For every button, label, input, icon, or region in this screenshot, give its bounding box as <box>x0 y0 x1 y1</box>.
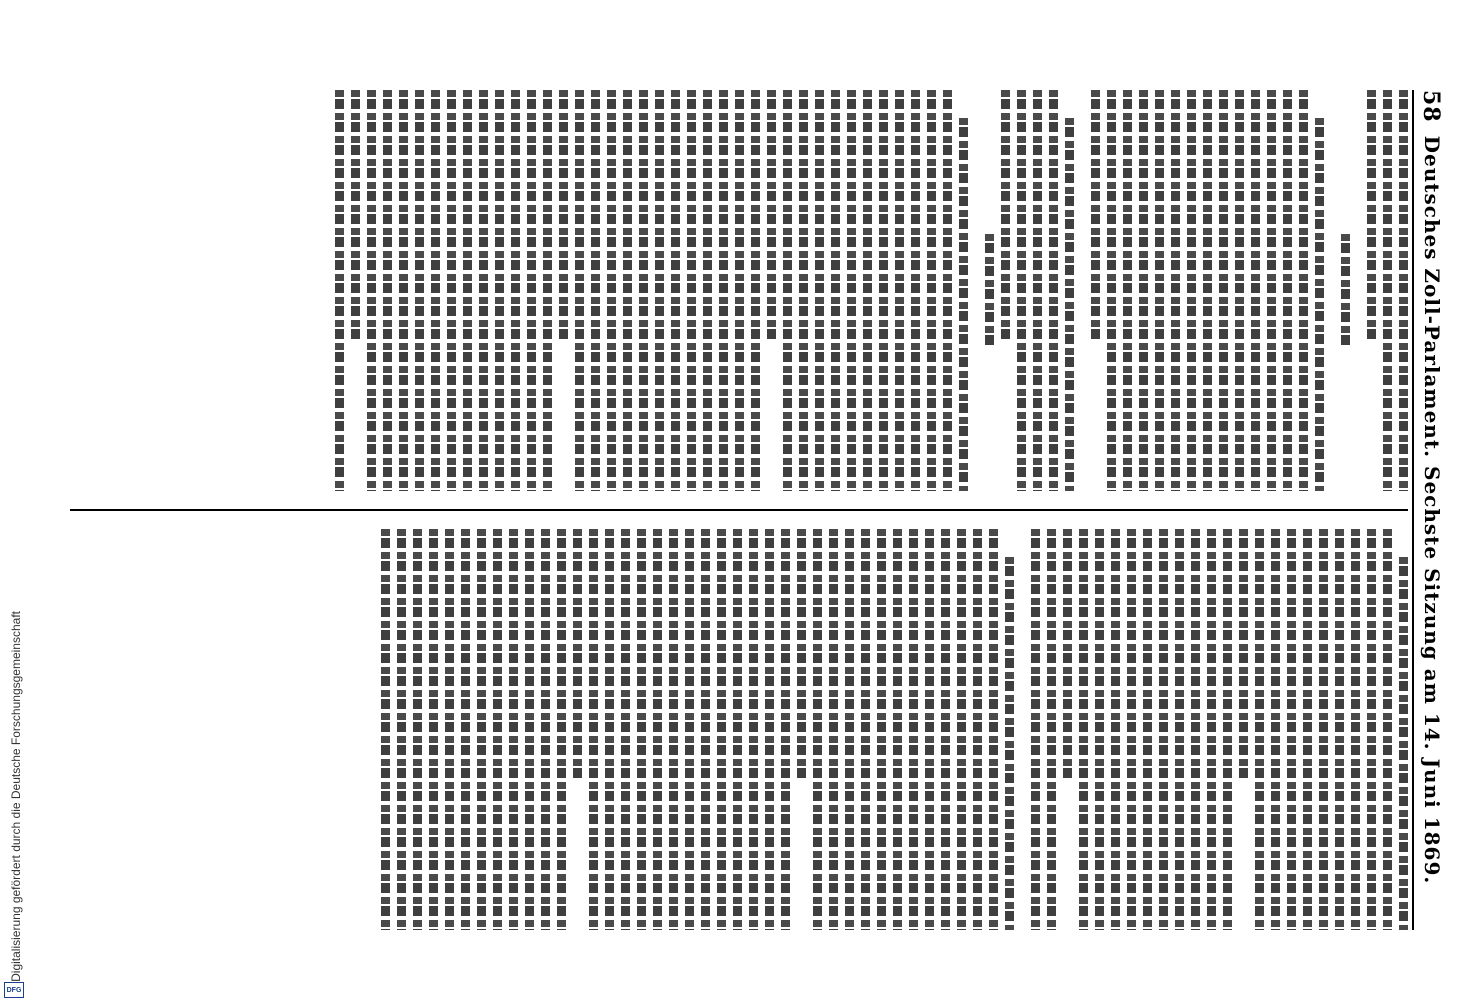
running-title: Deutsches Zoll-Parlament. Sechste Sitzung am 14. Juni 1869. <box>1420 135 1444 885</box>
text-line <box>381 529 390 930</box>
text-line <box>943 90 952 491</box>
text-line <box>623 90 632 491</box>
text-line <box>1303 529 1312 930</box>
text-line <box>367 90 376 491</box>
text-line <box>1017 90 1026 491</box>
text-line <box>895 90 904 491</box>
text-line <box>463 90 472 491</box>
left-column <box>70 90 1408 491</box>
text-line <box>509 529 518 930</box>
text-line <box>1187 90 1196 491</box>
text-line <box>589 529 598 930</box>
text-line <box>733 529 742 930</box>
text-line <box>461 529 470 930</box>
text-line <box>1155 90 1164 491</box>
text-line <box>637 529 646 930</box>
text-line <box>621 529 630 930</box>
text-line <box>1127 529 1136 930</box>
text-line <box>493 529 502 930</box>
scanned-page <box>60 70 1460 950</box>
text-line <box>351 90 360 339</box>
text-line <box>415 90 424 491</box>
text-line <box>1383 90 1392 491</box>
text-line <box>989 529 998 930</box>
text-line <box>413 529 422 930</box>
text-line <box>845 529 854 930</box>
text-line <box>781 529 790 930</box>
text-line <box>959 118 968 491</box>
text-line <box>335 90 344 491</box>
text-line <box>671 90 680 491</box>
text-line <box>1207 529 1216 930</box>
text-line <box>525 529 534 930</box>
text-line <box>797 529 806 778</box>
text-line <box>445 529 454 930</box>
text-line <box>541 529 550 930</box>
text-line <box>669 529 678 930</box>
text-line <box>605 529 614 930</box>
text-line <box>573 529 582 778</box>
text-line <box>1203 90 1212 491</box>
text-line <box>1319 529 1328 930</box>
text-line <box>1255 529 1264 930</box>
text-line <box>941 529 950 930</box>
text-line <box>1315 118 1324 491</box>
text-line <box>655 90 664 491</box>
digitization-credit <box>2 2 30 982</box>
text-line <box>703 90 712 491</box>
text-line <box>1031 529 1040 930</box>
text-line <box>749 529 758 930</box>
text-line <box>879 90 888 491</box>
text-line <box>909 529 918 930</box>
text-line <box>1175 529 1184 930</box>
text-line <box>477 529 486 930</box>
text-line <box>1335 529 1344 930</box>
text-line <box>527 90 536 491</box>
text-line <box>877 529 886 930</box>
text-line <box>783 90 792 491</box>
text-line <box>383 90 392 491</box>
text-line <box>911 90 920 491</box>
text-line <box>1171 90 1180 491</box>
text-line <box>1123 90 1132 491</box>
text-line <box>1341 234 1350 346</box>
column-divider <box>70 509 1408 511</box>
text-line <box>927 90 936 491</box>
text-line <box>767 90 776 339</box>
text-line <box>557 529 566 930</box>
text-line <box>495 90 504 491</box>
text-line <box>813 529 822 930</box>
page-number: 58 <box>1418 90 1444 123</box>
text-line <box>1367 529 1376 930</box>
text-line <box>1159 529 1168 930</box>
text-line <box>607 90 616 491</box>
text-line <box>1079 529 1088 930</box>
text-line <box>1271 529 1280 930</box>
text-line <box>559 90 568 339</box>
text-line <box>543 90 552 491</box>
text-line <box>1143 529 1152 930</box>
text-line <box>1001 90 1010 339</box>
text-columns <box>70 90 1408 930</box>
text-line <box>447 90 456 491</box>
dfg-logo <box>4 982 24 998</box>
text-line <box>751 90 760 491</box>
text-line <box>1351 529 1360 930</box>
text-line <box>1091 90 1100 339</box>
text-line <box>701 529 710 930</box>
text-line <box>653 529 662 930</box>
text-line <box>765 529 774 930</box>
text-line <box>1235 90 1244 491</box>
paragraph-gap <box>1324 90 1334 491</box>
text-line <box>1111 529 1120 930</box>
text-line <box>1287 529 1296 930</box>
text-line <box>893 529 902 930</box>
text-line <box>829 529 838 930</box>
text-line <box>799 90 808 491</box>
text-line <box>591 90 600 491</box>
text-line <box>1267 90 1276 491</box>
text-line <box>1299 90 1308 491</box>
text-line <box>1139 90 1148 491</box>
text-line <box>1219 90 1228 491</box>
text-line <box>1049 90 1058 491</box>
text-line <box>1005 557 1014 930</box>
text-line <box>973 529 982 930</box>
dfg-logo-text: DFG <box>6 986 22 994</box>
text-line <box>1191 529 1200 930</box>
text-line <box>685 529 694 930</box>
text-line <box>1283 90 1292 491</box>
text-line <box>719 90 728 491</box>
text-line <box>717 529 726 930</box>
text-line <box>479 90 488 491</box>
text-line <box>1367 90 1376 339</box>
text-line <box>1399 557 1408 930</box>
text-line <box>1095 529 1104 930</box>
text-line <box>397 529 406 930</box>
text-line <box>1223 529 1232 930</box>
text-line <box>957 529 966 930</box>
text-line <box>925 529 934 930</box>
text-line <box>511 90 520 491</box>
paragraph-gap <box>1350 90 1360 491</box>
text-line <box>815 90 824 491</box>
text-line <box>639 90 648 491</box>
text-line <box>1033 90 1042 491</box>
text-line <box>1383 529 1392 930</box>
text-line <box>1107 90 1116 491</box>
paragraph-gap <box>1014 529 1024 930</box>
text-line <box>1065 118 1074 491</box>
paragraph-gap <box>1074 90 1084 491</box>
right-column <box>70 529 1408 930</box>
text-line <box>1399 90 1408 491</box>
text-line <box>399 90 408 491</box>
text-line <box>831 90 840 491</box>
text-line <box>687 90 696 491</box>
text-line <box>1063 529 1072 778</box>
paragraph-gap <box>968 90 978 491</box>
text-line <box>431 90 440 491</box>
text-line <box>985 234 994 346</box>
text-line <box>1251 90 1260 491</box>
page-header <box>1412 90 1450 930</box>
text-line <box>1239 529 1248 778</box>
text-line <box>575 90 584 491</box>
text-line <box>735 90 744 491</box>
text-line <box>1047 529 1056 930</box>
text-line <box>863 90 872 491</box>
digitization-credit-text: Digitalisierung gefördert durch die Deutsche Forschungsgemeinschaft <box>9 611 23 982</box>
text-line <box>847 90 856 491</box>
text-line <box>861 529 870 930</box>
text-line <box>429 529 438 930</box>
